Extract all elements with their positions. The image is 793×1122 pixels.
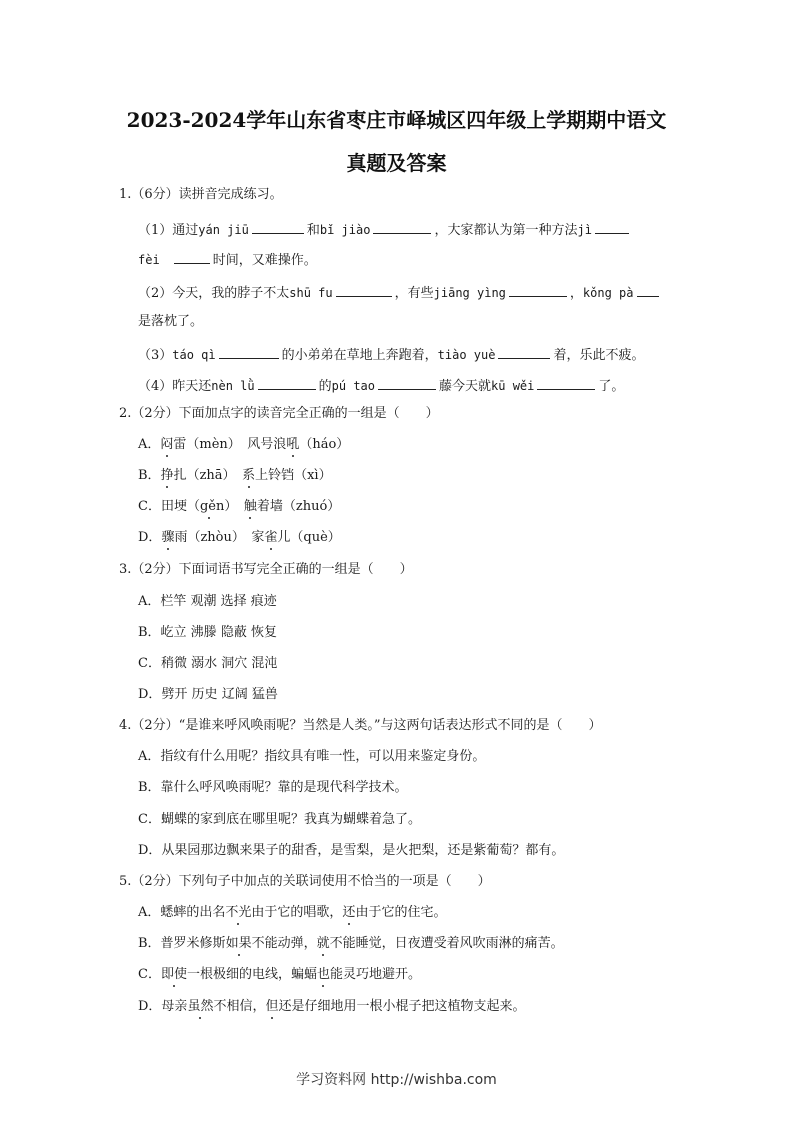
- answer-blank[interactable]: [537, 375, 595, 390]
- option-text: 雷（mèn） 风号浪: [173, 437, 287, 452]
- question-2-stem: 2.（2分）下面加点字的读音完全正确的一组是（ ）: [119, 406, 439, 421]
- option-letter: B．: [138, 468, 161, 483]
- question-1-sub-1: [138, 219, 632, 240]
- question-4-option-c[interactable]: C．蝴蝶的家到底在哪里呢？我真为蝴蝶着急了。: [138, 812, 421, 827]
- dotted-conjunction: 还: [342, 905, 356, 920]
- q1-s1-text-b: 和: [306, 223, 320, 238]
- answer-blank[interactable]: [219, 344, 279, 359]
- footer-watermark[interactable]: 学习资料网 http://wishba.com: [296, 1072, 497, 1088]
- dotted-char: 骤: [161, 530, 175, 545]
- q1-s2-text-c: ，: [569, 286, 583, 301]
- option-text: 着墙（zhuó）: [256, 499, 341, 514]
- option-text: 能灵巧地避开。: [330, 967, 422, 982]
- option-letter: C．: [138, 499, 161, 514]
- option-text: 田: [160, 499, 174, 514]
- question-1-stem: 1.（6分）读拼音完成练习。: [119, 187, 283, 202]
- question-5-stem: 5.（2分）下列句子中加点的关联词使用不恰当的一项是（ ）: [119, 874, 491, 889]
- question-3-option-d[interactable]: D．劈开 历史 辽阔 猛兽: [138, 687, 278, 702]
- question-3-option-c[interactable]: C．稍微 溺水 洞穴 混沌: [138, 656, 278, 671]
- question-5-option-c[interactable]: [138, 966, 421, 984]
- question-2-option-b[interactable]: [138, 467, 332, 485]
- option-text: 不相信，: [213, 999, 266, 1014]
- question-2-option-a[interactable]: [138, 436, 349, 454]
- question-3-option-b[interactable]: B．屹立 沸滕 隐蔽 恢复: [138, 625, 277, 640]
- answer-blank[interactable]: [637, 282, 659, 297]
- question-3-option-a[interactable]: A．栏竿 观潮 选择 痕迹: [138, 594, 277, 609]
- question-1-sub-3: [138, 344, 644, 365]
- answer-blank[interactable]: [498, 344, 550, 359]
- option-text: 由于它的住宅。: [355, 905, 447, 920]
- q1-s1-text-c: ，大家都认为第一种方法: [434, 223, 578, 238]
- dotted-conjunction: 不光: [225, 905, 252, 920]
- q1-s1-text-a: （1）通过: [138, 223, 199, 238]
- dotted-char: 系: [242, 468, 256, 483]
- q1-s4-pinyin-3: kū wěi: [491, 379, 535, 393]
- q1-s2-pinyin-3: kǒng pà: [582, 286, 634, 300]
- dotted-char: 挣: [160, 468, 174, 483]
- q1-s2-pinyin-2: jiāng yìng: [433, 286, 506, 300]
- q1-s1-pinyin-4: fèi: [138, 253, 160, 267]
- option-text: 由于它的唱歌，: [251, 905, 343, 920]
- answer-blank[interactable]: [174, 249, 210, 264]
- q1-s4-text-d: 了。: [598, 379, 625, 394]
- dotted-conjunction: 也: [316, 967, 330, 982]
- option-text: 儿（què）: [277, 530, 341, 545]
- option-letter: A．: [138, 437, 161, 452]
- question-5-option-b[interactable]: [138, 935, 564, 953]
- option-text: 一根极细的电线，蝙蝠: [186, 967, 317, 982]
- q1-s3-text-b: 的小弟弟在草地上奔跑着，: [281, 348, 438, 363]
- dotted-conjunction: 如果: [225, 936, 252, 951]
- dotted-conjunction: 虽然: [187, 999, 214, 1014]
- answer-blank[interactable]: [336, 282, 392, 297]
- answer-blank[interactable]: [252, 219, 304, 234]
- dotted-conjunction: 即使: [160, 967, 187, 982]
- q1-s1-pinyin-2: bǐ jiào: [319, 223, 371, 237]
- question-5-option-a[interactable]: [138, 904, 446, 922]
- question-2-option-c[interactable]: [138, 498, 340, 516]
- q1-s2-text-b: ，有些: [394, 286, 434, 301]
- option-text: 埂（gěn）: [173, 499, 244, 514]
- question-4-option-a[interactable]: A．指纹有什么用呢？指纹具有唯一性，可以用来鉴定身份。: [138, 749, 486, 764]
- q1-s4-text-b: 的: [318, 379, 332, 394]
- q1-s4-pinyin-1: nèn lǜ: [211, 379, 255, 393]
- option-text: 还是仔细地用一根小棍子把这植物支起来。: [278, 999, 526, 1014]
- answer-blank[interactable]: [258, 375, 316, 390]
- q1-s3-pinyin-1: táo qì: [172, 348, 216, 362]
- answer-blank[interactable]: [509, 282, 567, 297]
- option-text: 不能睡觉，日夜遭受着风吹雨淋的痛苦。: [329, 936, 564, 951]
- dotted-conjunction: 但: [265, 999, 279, 1014]
- dotted-conjunction: 就: [316, 936, 330, 951]
- option-text: C．: [138, 967, 161, 982]
- option-text: 雨（zhòu） 家: [174, 530, 265, 545]
- option-text: （háo）: [299, 437, 350, 452]
- option-text: D．母亲: [138, 999, 188, 1014]
- question-4-option-d[interactable]: D．从果园那边飘来果子的甜香，是雪梨，是火把梨，还是紫葡萄？都有。: [138, 843, 565, 858]
- answer-blank[interactable]: [378, 375, 436, 390]
- question-5-option-d[interactable]: [138, 998, 526, 1016]
- q1-s2-text-a: （2）今天，我的脖子不太: [138, 286, 290, 301]
- question-4-stem: 4.（2分）“是谁来呼风唤雨呢？当然是人类。”与这两句话表达形式不同的是（ ）: [119, 718, 602, 733]
- question-1-sub-2: [138, 282, 662, 303]
- question-1-sub-1-cont: [138, 249, 317, 270]
- dotted-char: 雀: [264, 530, 278, 545]
- question-1-sub-4: [138, 375, 624, 396]
- q1-s3-pinyin-2: tiào yuè: [437, 348, 496, 362]
- document-title-line1: 2023-2024学年山东省枣庄市峄城区四年级上学期期中语文: [126, 108, 667, 132]
- dotted-char: 吼: [286, 437, 300, 452]
- option-text: A．蟋蟀的出名: [138, 905, 226, 920]
- q1-s1-pinyin-1: yán jiū: [198, 223, 249, 237]
- q1-s4-text-a: （4）昨天还: [138, 379, 212, 394]
- dotted-char: 闷: [160, 437, 174, 452]
- document-title-line2: 真题及答案: [346, 151, 447, 175]
- dotted-char: 触: [243, 499, 257, 514]
- question-3-stem: 3.（2分）下面词语书写完全正确的一组是（ ）: [119, 562, 413, 577]
- q1-s4-pinyin-2: pú tao: [331, 379, 376, 393]
- option-text: B．普罗米修斯: [138, 936, 226, 951]
- question-4-option-b[interactable]: B．靠什么呼风唤雨呢？靠的是现代科学技术。: [138, 780, 408, 795]
- q1-s1-pinyin-3: jì: [577, 223, 592, 237]
- answer-blank[interactable]: [373, 219, 431, 234]
- option-text: 上铃铛（xì）: [255, 468, 332, 483]
- answer-blank[interactable]: [595, 219, 629, 234]
- option-text: 扎（zhā）: [173, 468, 243, 483]
- q1-s2-pinyin-1: shū fu: [289, 286, 333, 300]
- q1-s4-text-c: 藤今天就: [439, 379, 492, 394]
- q1-s3-text-c: 着，乐此不疲。: [553, 348, 645, 363]
- q1-s3-text-a: （3）: [138, 348, 173, 363]
- option-text: 不能动弹，: [251, 936, 317, 951]
- question-1-sub-2-cont: 是落枕了。: [138, 314, 204, 329]
- q1-s1-text-d: 时间，又难操作。: [212, 253, 317, 268]
- option-letter: D．: [138, 530, 162, 545]
- question-2-option-d[interactable]: [138, 529, 341, 547]
